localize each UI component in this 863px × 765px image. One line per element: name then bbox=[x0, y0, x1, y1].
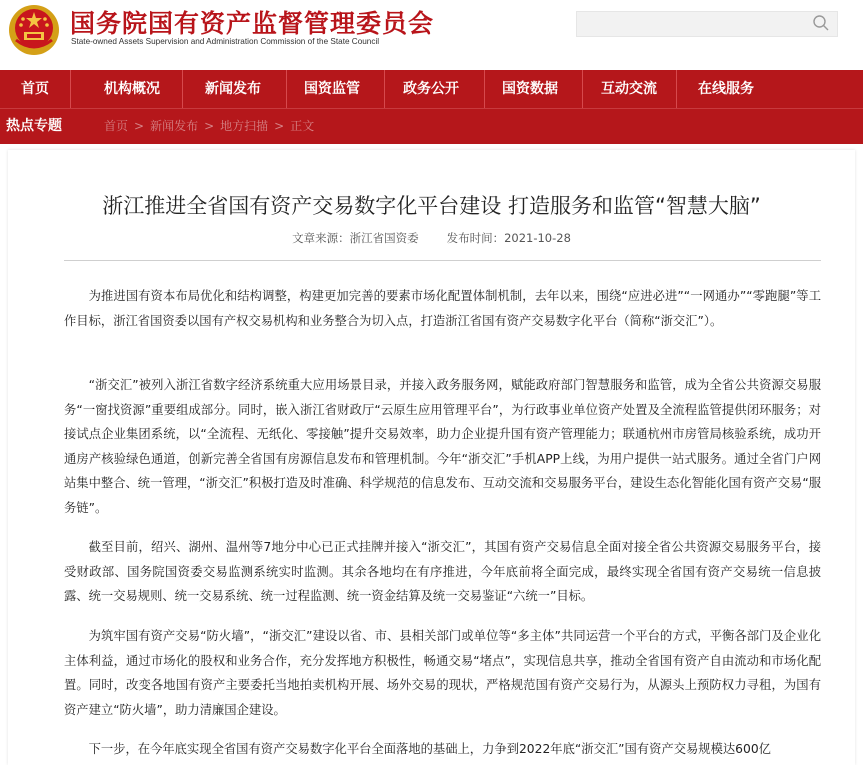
nav-item-about[interactable]: 机构概况 bbox=[104, 81, 160, 97]
nav-item-online-service[interactable]: 在线服务 bbox=[698, 81, 754, 97]
nav-divider bbox=[582, 70, 583, 108]
article-paragraph: 截至目前，绍兴、湖州、温州等7地分中心已正式挂牌并接入“浙交汇”，其国有资产交易信息全面对接全省公共资源交易服务平台，接受财政部、国务院国资委交易监测系统实时监测。其余各地均在有序推进，今年底前将全面完成，最终实现全省国有资产交易统一信息披露、统一交易规则、统一交易系统、统一过程监测、统一资金结算及统一交易鉴证“六统一”目标。 bbox=[64, 540, 821, 603]
nav-item-government-affairs[interactable]: 政务公开 bbox=[403, 81, 459, 97]
article-panel bbox=[8, 150, 855, 765]
breadcrumb-current: 正文 bbox=[290, 119, 315, 133]
main-nav bbox=[0, 70, 863, 108]
nav-item-supervision[interactable]: 国资监管 bbox=[304, 81, 360, 97]
breadcrumb-separator: > bbox=[274, 119, 285, 133]
article-title: 浙江推进全省国有资产交易数字化平台建设 打造服务和监管“智慧大脑” bbox=[102, 194, 761, 218]
nav-item-hot-topics[interactable]: 热点专题 bbox=[6, 118, 62, 134]
article-date: 发布时间：2021-10-28 bbox=[446, 231, 571, 245]
article-paragraph: “浙交汇”被列入浙江省数字经济系统重大应用场景目录，并接入政务服务网，赋能政府部门智慧服务和监管，成为全省公共资源交易服务“一窗找资源”重要组成部分。同时，嵌入浙江省财政厅“云原生应用管理平台”，为行政事业单位资产处置及全流程监管提供闭环服务；对接试点企业集团系统，以“全流程、无纸化、零接触”提升交易效率，助力企业提升国有资产管理能力；联通杭州市房管局核验系统，成功开通房产核验绿色通道，创新完善全省国有房源信息发布和管理机制。今年“浙交汇”手机APP上线，为用户提供一站式服务。通过全省门户网站集中整合、统一管理，“浙交汇”积极打造及时准确、科学规范的信息发布、互动交流和交易服务平台，建设生态化智能化国有资产交易“服务链”。 bbox=[64, 378, 821, 515]
nav-divider bbox=[384, 70, 385, 108]
article-paragraph: 为筑牢国有资产交易“防火墙”，“浙交汇”建设以省、市、县相关部门或单位等“多主体”共同运营一个平台的方式，平衡各部门及企业化主体利益，通过市场化的股权和业务合作，充分发挥地方积极性，畅通交易“堵点”，实现信息共享，推动全省国有资产自由流动和市场化配置。同时，改变各地国有资产主要委托当地拍卖机构开展、场外交易的现状，严格规范国有资产交易行为，从源头上预防权力寻租，为国有资产建立“防火墙”，助力清廉国企建设。 bbox=[64, 629, 821, 717]
search-icon[interactable] bbox=[811, 13, 831, 33]
nav-item-home[interactable]: 首页 bbox=[21, 81, 49, 97]
site-header bbox=[0, 0, 863, 70]
article-paragraph: 下一步，在今年底实现全省国有资产交易数字化平台全面落地的基础上，力争到2022年底“浙交汇”国有资产交易规模达600亿 bbox=[88, 742, 771, 756]
breadcrumb-home[interactable]: 首页 bbox=[104, 119, 129, 133]
breadcrumb-news[interactable]: 新闻发布 bbox=[150, 119, 199, 133]
nav-divider bbox=[182, 70, 183, 108]
national-emblem-icon[interactable] bbox=[8, 4, 60, 56]
article-paragraph: 为推进国有资本布局优化和结构调整，构建更加完善的要素市场化配置体制机制，去年以来，围绕“应进必进”“一网通办”“零跑腿”等工作目标，浙江省国资委以国有产权交易机构和业务整合为切入点，打造浙江省国有资产交易数字化平台（简称“浙交汇”）。 bbox=[64, 289, 821, 328]
site-title-en: State-owned Assets Supervision and Administration Commission of the State Council bbox=[71, 37, 380, 46]
nav-divider bbox=[70, 70, 71, 108]
breadcrumb-local-scan[interactable]: 地方扫描 bbox=[220, 119, 269, 133]
article-source: 文章来源：浙江省国资委 bbox=[292, 231, 419, 245]
nav-divider bbox=[286, 70, 287, 108]
title-divider bbox=[64, 260, 821, 261]
breadcrumb bbox=[104, 109, 314, 144]
search-input[interactable] bbox=[576, 11, 838, 37]
nav-item-interaction[interactable]: 互动交流 bbox=[601, 81, 657, 97]
site-title-cn[interactable]: 国务院国有资产监督管理委员会 bbox=[70, 9, 435, 38]
nav-divider bbox=[676, 70, 677, 108]
breadcrumb-separator: > bbox=[204, 119, 215, 133]
nav-item-news[interactable]: 新闻发布 bbox=[205, 81, 261, 97]
breadcrumb-bar bbox=[0, 108, 863, 144]
breadcrumb-separator: > bbox=[134, 119, 145, 133]
article-meta bbox=[8, 230, 855, 246]
nav-divider bbox=[484, 70, 485, 108]
nav-item-data[interactable]: 国资数据 bbox=[502, 81, 558, 97]
